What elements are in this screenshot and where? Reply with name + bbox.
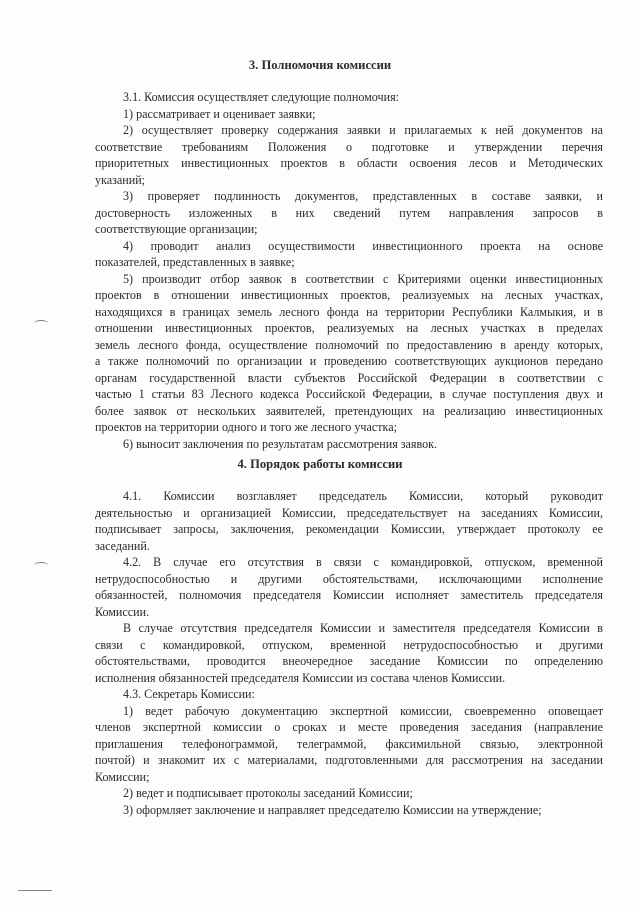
text-line: подписывает запросы, заключения, рекомендации Комиссии, утверждает протоколу ее bbox=[95, 522, 603, 536]
text-line: 4.1. Комиссии возглавляет председатель Комиссии, который руководит bbox=[123, 489, 603, 503]
text-line: заседаний. bbox=[95, 538, 150, 553]
text-line: 1) ведет рабочую документацию экспертной комиссии, своевременно оповещает bbox=[123, 703, 603, 718]
text-line: соответствие требованиям Положения о подготовке и утверждении перечня bbox=[95, 139, 603, 154]
section-4-body bbox=[95, 488, 603, 818]
text-line: достоверность изложенных в них сведений путем направления запросов в bbox=[95, 205, 603, 220]
text-line: 4.2. В случае его отсутствия в связи с командировкой, отпуском, временной bbox=[123, 555, 603, 569]
text-line: отношении инвестиционных проектов, реализуемых на лесных участках в пределах bbox=[95, 321, 603, 335]
text-line: членов экспертной комиссии о сроках и месте проведения заседания (направление bbox=[95, 720, 603, 734]
text-line: 1) рассматривает и оценивает заявки; bbox=[123, 106, 316, 121]
text-line: В случае отсутствия председателя Комиссии и заместителя председателя Комиссии в bbox=[123, 621, 603, 635]
text-line: более заявок от нескольких заявителей, претендующих на реализацию инвестиционных bbox=[95, 403, 603, 418]
text-line: проектов на территории одного и того же лесного участка; bbox=[95, 420, 397, 434]
text-line: связи с командировкой, отпуском, временной нетрудоспособностью и другими bbox=[95, 637, 603, 652]
text-line: почтой) и знакомит их с материалами, подготовленными для рассмотрения на заседании bbox=[95, 753, 603, 767]
text-line: земель лесного фонда, осуществление полномочий по предоставлению в аренду которых, bbox=[95, 337, 603, 352]
text-line: деятельностью и организацией Комиссии, председательствует на заседаниях Комиссии, bbox=[95, 505, 603, 520]
hole-punch-mark bbox=[34, 320, 48, 327]
section-3-body bbox=[95, 89, 603, 452]
section-3-title: 3. Полномочия комиссии bbox=[248, 58, 392, 72]
text-line: 2) ведет и подписывает протоколы заседаний Комиссии; bbox=[123, 786, 413, 800]
section-4-title: 4. Порядок работы комиссии bbox=[237, 457, 403, 471]
text-line: находящихся в границах земель лесного фонда на территории Республики Калмыкия, и в bbox=[95, 304, 603, 319]
text-line: показателей, представленных в заявке; bbox=[95, 255, 295, 269]
text-line: обязанностей, полномочия председателя Комиссии исполняет заместитель председателя bbox=[95, 588, 603, 602]
text-line: 3.1. Комиссия осуществляет следующие полномочия: bbox=[123, 90, 399, 104]
text-line: Комиссии. bbox=[95, 604, 150, 619]
text-line: 5) производит отбор заявок в соответствии с Критериями оценки инвестиционных bbox=[123, 271, 603, 286]
text-line: Комиссии; bbox=[95, 769, 150, 784]
text-line: 4) проводит анализ осуществимости инвестиционного проекта на основе bbox=[123, 238, 603, 253]
text-line: а также полномочий по организации и проведению соответствующих аукционов передано bbox=[95, 354, 603, 368]
text-line: 3) оформляет заключение и направляет председателю Комиссии на утверждение; bbox=[123, 802, 542, 817]
text-line: органам государственной власти субъектов Российской Федерации в соответствии с bbox=[95, 370, 603, 385]
hole-punch-mark bbox=[34, 562, 48, 569]
text-line: обстоятельствами, проводится внеочередное заседание Комиссии по определению bbox=[95, 654, 603, 668]
text-line: 2) осуществляет проверку содержания заявки и прилагаемых к ней документов на bbox=[123, 123, 603, 137]
text-line: нетрудоспособностью и другими обстоятельствами, исключающими исполнение bbox=[95, 571, 603, 586]
text-line: приглашения телефонограммой, телеграммой, факсимильной связью, электронной bbox=[95, 736, 603, 751]
text-line: приоритетных инвестиционных проектов в области освоения лесов и Методических bbox=[95, 156, 603, 170]
scan-edge-mark bbox=[18, 890, 52, 891]
text-line: исполнения обязанностей председателя Комиссии из состава членов Комиссии. bbox=[95, 670, 506, 685]
text-line: проектов в отношении инвестиционных проектов, реализуемых на лесных участках, bbox=[95, 288, 603, 302]
text-line: частью 1 статьи 83 Лесного кодекса Российской Федерации, в случае поступления двух и bbox=[95, 387, 603, 401]
text-line: 6) выносит заключения по результатам рассмотрения заявок. bbox=[123, 436, 438, 451]
text-line: 4.3. Секретарь Комиссии: bbox=[123, 687, 255, 701]
text-line: указаний; bbox=[95, 172, 146, 187]
text-line: 3) проверяет подлинность документов, представленных в составе заявки, и bbox=[123, 189, 603, 203]
text-line: соответствующие организации; bbox=[95, 222, 258, 236]
